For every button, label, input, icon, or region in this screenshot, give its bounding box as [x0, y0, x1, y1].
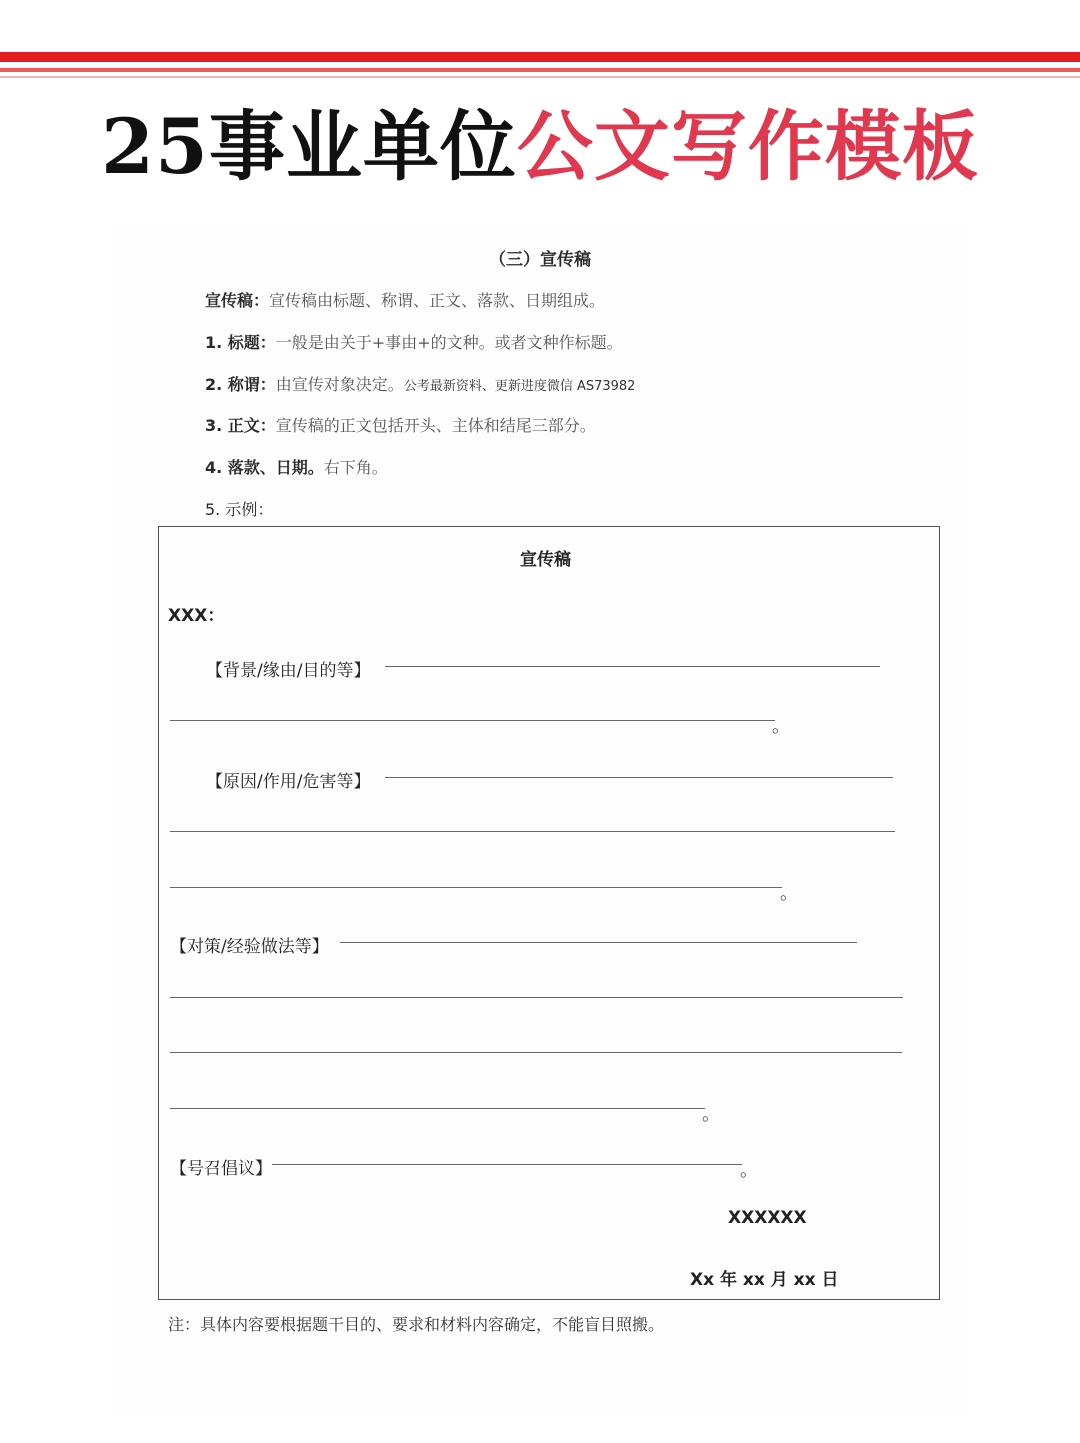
background-line-1: [385, 666, 880, 667]
measures-line-3: [170, 1052, 902, 1053]
appeal-period: 。: [740, 1160, 758, 1181]
intro-label: 宣传稿：: [205, 291, 270, 310]
item-signoff-label: 4. 落款、日期。: [205, 458, 324, 477]
intro-text: 宣传稿由标题、称谓、正文、落款、日期组成。: [269, 291, 606, 310]
item-signoff: [205, 455, 388, 478]
background-period: 。: [772, 716, 790, 737]
item-example-label: 5. 示例：: [205, 500, 274, 519]
background-line-2: [170, 720, 775, 721]
item-salutation: [205, 372, 635, 395]
item-body-label: 3. 正文：: [205, 416, 276, 435]
measures-line-1: [340, 942, 857, 943]
reasons-period: 。: [780, 883, 798, 904]
reasons-line-1: [385, 777, 893, 778]
reasons-line-3: [170, 887, 782, 888]
intro-line: [205, 288, 605, 311]
measures-line-2: [170, 997, 903, 998]
template-heading: 宣传稿: [520, 550, 571, 570]
measures-label: 【对策/经验做法等】: [170, 937, 329, 957]
item-salutation-extra: 公考最新资料、更新进度微信 AS73982: [403, 379, 636, 394]
template-salutation: XXX：: [168, 606, 225, 626]
title-black-part: 25事业单位: [101, 102, 517, 191]
item-body: [205, 413, 596, 436]
appeal-label: 【号召倡议】: [170, 1159, 272, 1179]
measures-period: 。: [702, 1104, 720, 1125]
item-body-text: 宣传稿的正文包括开头、主体和结尾三部分。: [275, 416, 596, 435]
template-box: [158, 526, 940, 1300]
top-stripe-fade: [0, 76, 1080, 78]
page-title: [0, 102, 1080, 191]
date: Xx 年 xx 月 xx 日: [690, 1270, 839, 1290]
item-signoff-text: 右下角。: [323, 458, 388, 477]
top-stripe-thin: [0, 68, 1080, 72]
item-example: [205, 497, 273, 520]
title-red-part: 公文写作模板: [516, 102, 979, 191]
appeal-line: [272, 1164, 742, 1165]
footnote: 注：具体内容要根据题干目的、要求和材料内容确定，不能盲目照搬。: [168, 1315, 665, 1334]
background-label: 【背景/缘由/目的等】: [206, 661, 371, 681]
reasons-line-2: [170, 831, 895, 832]
item-salutation-text: 由宣传对象决定。: [275, 375, 404, 394]
item-salutation-label: 2. 称谓：: [205, 375, 276, 394]
signature: XXXXXX: [728, 1208, 807, 1228]
item-title-text: 一般是由关于+事由+的文种。或者文种作标题。: [275, 333, 623, 352]
item-title: [205, 330, 623, 353]
top-stripe-main: [0, 52, 1080, 62]
reasons-label: 【原因/作用/危害等】: [206, 772, 371, 792]
section-heading: （三）宣传稿: [489, 250, 591, 270]
measures-line-4: [170, 1108, 705, 1109]
item-title-label: 1. 标题：: [205, 333, 276, 352]
